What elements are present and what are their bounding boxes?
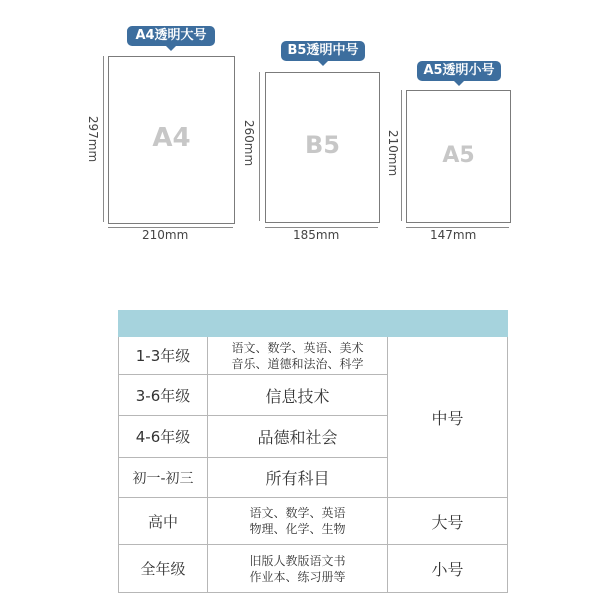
b5-size-badge: B5透明中号 <box>281 41 365 61</box>
a4-height-line <box>103 56 104 222</box>
table-row-subjects <box>208 545 388 593</box>
table-row-grade: 4-6年级 <box>118 416 208 458</box>
b5-paper-label: B5 <box>305 131 340 159</box>
a5-paper <box>406 90 511 223</box>
a4-width-label: 210mm <box>142 228 189 242</box>
a5-height-line <box>401 90 402 221</box>
a5-height-label: 210mm <box>386 129 400 177</box>
a5-size-badge: A5透明小号 <box>417 61 501 81</box>
table-row-subjects <box>208 337 388 375</box>
table-header-bar <box>118 310 508 337</box>
table-row-subjects <box>208 498 388 545</box>
table-row-grade: 全年级 <box>118 545 208 593</box>
subjects-line: 音乐、道德和法治、科学 <box>231 356 364 371</box>
a4-paper <box>108 56 235 224</box>
subjects-line: 语文、数学、英语 <box>249 506 346 520</box>
table-row-grade: 1-3年级 <box>118 337 208 375</box>
a4-paper-label: A4 <box>152 123 191 153</box>
b5-height-line <box>259 72 260 221</box>
subjects-line: 作业本、练习册等 <box>249 569 346 584</box>
subjects-line: 语文、数学、英语、美术 <box>231 340 364 355</box>
table-row-grade: 高中 <box>118 498 208 545</box>
table-row-grade: 初一-初三 <box>118 458 208 498</box>
table-row-grade: 3-6年级 <box>118 375 208 416</box>
b5-width-label: 185mm <box>293 228 340 242</box>
table-row-subjects: 所有科目 <box>208 458 388 498</box>
subjects-line: 物理、化学、生物 <box>249 522 346 536</box>
b5-height-label: 260mm <box>242 119 256 167</box>
subjects-line: 旧版人教版语文书 <box>249 553 346 568</box>
size-medium: 中号 <box>388 337 508 498</box>
table-row-subjects: 品德和社会 <box>208 416 388 458</box>
a5-paper-label: A5 <box>442 143 475 168</box>
size-small: 小号 <box>388 545 508 593</box>
a5-width-label: 147mm <box>430 228 477 242</box>
b5-paper <box>265 72 380 223</box>
a4-size-badge: A4透明大号 <box>127 26 215 46</box>
table-row-subjects: 信息技术 <box>208 375 388 416</box>
a4-height-label: 297mm <box>86 115 100 163</box>
size-large: 大号 <box>388 498 508 545</box>
